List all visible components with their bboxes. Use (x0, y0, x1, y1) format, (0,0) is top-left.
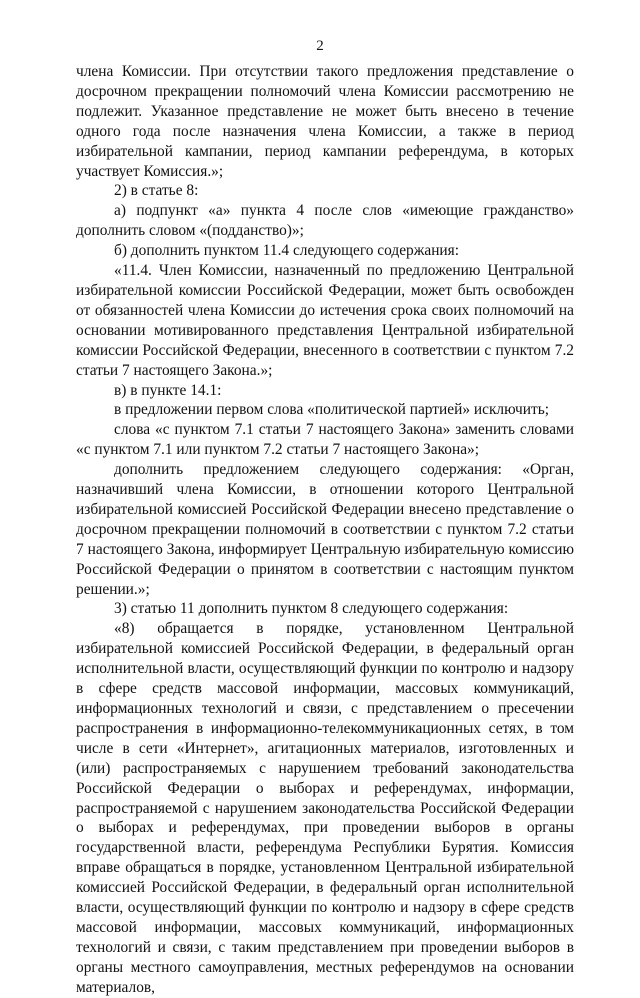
document-body (76, 62, 574, 998)
paragraph-item-2: 2) в статье 8: (114, 182, 199, 200)
paragraph-continuation: члена Комиссии. При отсутствии такого предложения представление о досрочном прекращении полномочий члена Комиссии рассмотрению не подлежит. Указанное представление не может быть внесено в течение одного года после назначения члена Комиссии, а также в период избирательной кампании, период кампании референдума, в которых участвует Комиссия.»; (76, 63, 574, 180)
paragraph-add-sentence: дополнить предложением следующего содержания: «Орган, назначивший члена Комиссии, в отношении которого Центральной избирательной комиссией Российской Федерации внесено представление о досрочном прекращении полномочий в соответствии с пунктом 7.2 статьи 7 настоящего Закона, информирует Центральную избирательную комиссию Российской Федерации о принятом в соответствии с настоящим пунктом решении.»; (76, 461, 574, 598)
paragraph-first-sentence: в предложении первом слова «политической партией» исключить; (114, 401, 550, 419)
paragraph-replace-words: слова «с пунктом 7.1 статьи 7 настоящего Закона» заменить словами «с пунктом 7.1 или пунктом 7.2 статьи 7 настоящего Закона»; (76, 421, 574, 459)
paragraph-subitem-v: в) в пункте 14.1: (114, 381, 222, 399)
paragraph-clause-8: «8) обращается в порядке, установленном Центральной избирательной комиссией Российской Федерации, в федеральный орган исполнительной власти, осуществляющий функции по контролю и надзору в сфере средств массовой информации, массовых коммуникаций, информационных технологий и связи, с представлением о пресечении распространения в информационно-телекоммуникационных сетях, в том числе в сети «Интернет», агитационных материалов, изготовленных и (или) распространяемых с нарушением требований законодательства Российской Федерации о выборах и референдумах, информации, распространяемой с нарушением законодательства Российской Федерации о выборах и референдумах, при проведении выборов в органы государственной власти, референдума Республики Бурятия. Комиссия вправе обращаться в порядке, установленном Центральной избирательной комиссией Российской Федерации, в федеральный орган исполнительной власти, осуществляющий функции по контролю и надзору в сфере средств массовой информации, массовых коммуникаций, информационных технологий и связи, с таким представлением при проведении выборов в органы местного самоуправления, местных референдумов на основании материалов, (76, 620, 574, 996)
paragraph-clause-11-4: «11.4. Член Комиссии, назначенный по предложению Центральной избирательной комиссии Российской Федерации, может быть освобожден от обязанностей члена Комиссии до истечения срока своих полномочий на основании мотивированного представления Центральной избирательной комиссии Российской Федерации, внесенного в соответствии с пунктом 7.2 статьи 7 настоящего Закона.»; (76, 262, 574, 379)
paragraph-subitem-b: б) дополнить пунктом 11.4 следующего содержания: (114, 242, 460, 260)
page-number: 2 (316, 38, 324, 54)
paragraph-item-3: 3) статью 11 дополнить пунктом 8 следующего содержания: (114, 600, 509, 618)
paragraph-subitem-a: а) подпункт «а» пункта 4 после слов «имеющие гражданство» дополнить словом «(подданство)»; (76, 202, 574, 240)
